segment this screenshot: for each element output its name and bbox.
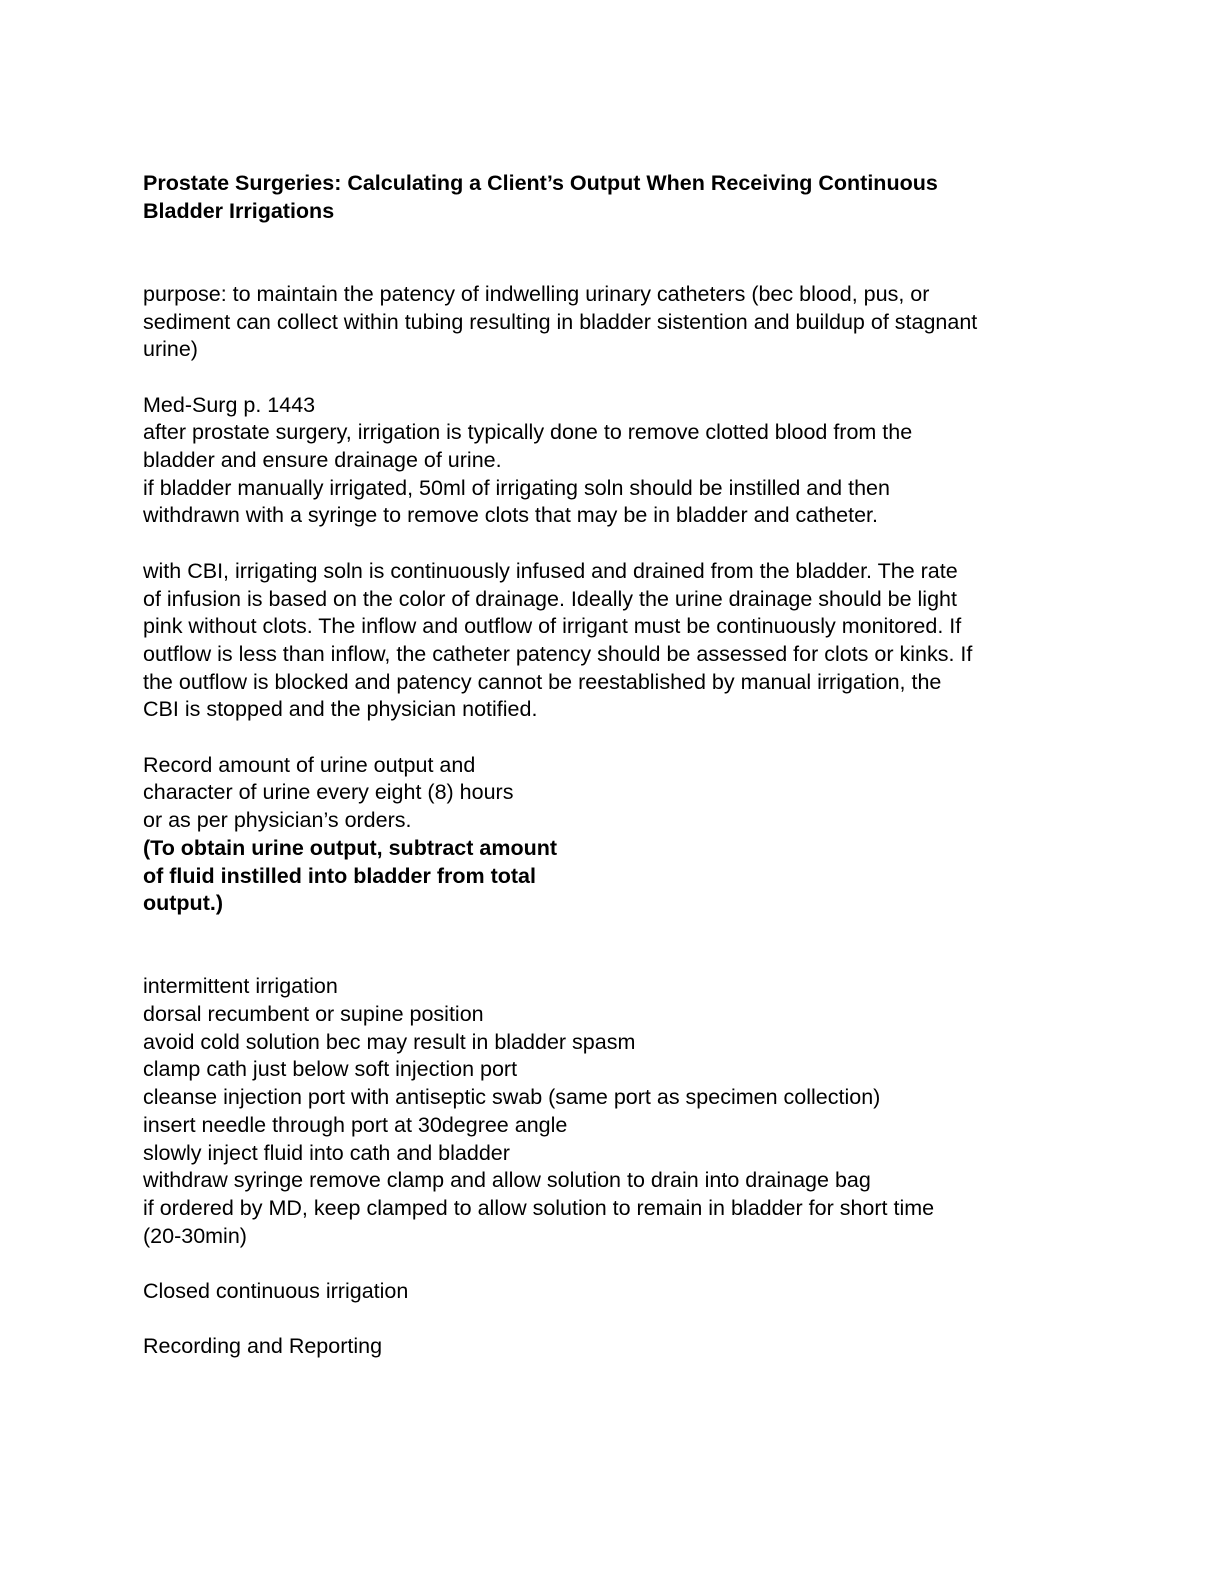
record-paragraph (143, 752, 1083, 918)
list-item: (20-30min) (143, 1223, 247, 1248)
text-line: if bladder manually irrigated, 50ml of irrigating soln should be instilled and then (143, 475, 890, 500)
list-item: intermittent irrigation (143, 974, 338, 999)
list-item: if ordered by MD, keep clamped to allow solution to remain in bladder for short time (143, 1195, 935, 1220)
text-line: Med-Surg p. 1443 (143, 392, 316, 417)
text-line: after prostate surgery, irrigation is typically done to remove clotted blood from the (143, 420, 913, 445)
text-line: of infusion is based on the color of drainage. Ideally the urine drainage should be light (143, 586, 957, 611)
bold-note-line: output.) (143, 891, 223, 916)
list-item: avoid cold solution bec may result in bladder spasm (143, 1029, 636, 1054)
closed-irrigation-heading: Closed continuous irrigation (143, 1279, 409, 1304)
document-page (143, 170, 1083, 1361)
text-line: outflow is less than inflow, the catheter patency should be assessed for clots or kinks. If (143, 641, 973, 666)
text-line: or as per physician’s orders. (143, 808, 412, 833)
text-line: purpose: to maintain the patency of indwelling urinary catheters (bec blood, pus, or (143, 281, 930, 306)
text-line: urine) (143, 337, 198, 362)
list-item: cleanse injection port with antiseptic swab (same port as specimen collection) (143, 1085, 881, 1110)
intermittent-list (143, 973, 1083, 1250)
list-item: dorsal recumbent or supine position (143, 1002, 484, 1027)
title-line: Prostate Surgeries: Calculating a Client’s Output When Receiving Continuous (143, 171, 938, 195)
recording-heading: Recording and Reporting (143, 1334, 383, 1359)
text-line: the outflow is blocked and patency cannot be reestablished by manual irrigation, the (143, 669, 942, 694)
text-line: withdrawn with a syringe to remove clots that may be in bladder and catheter. (143, 503, 878, 528)
medsurg-paragraph (143, 392, 1083, 531)
list-item: clamp cath just below soft injection port (143, 1057, 518, 1082)
document-title (143, 170, 1083, 225)
list-item: insert needle through port at 30degree angle (143, 1112, 568, 1137)
text-line: Record amount of urine output and (143, 752, 476, 777)
text-line: sediment can collect within tubing resulting in bladder sistention and buildup of stagnant (143, 309, 978, 334)
cbi-paragraph (143, 558, 1083, 724)
title-line: Bladder Irrigations (143, 198, 335, 223)
text-line: CBI is stopped and the physician notified. (143, 697, 538, 722)
purpose-paragraph (143, 281, 1083, 364)
text-line: bladder and ensure drainage of urine. (143, 448, 502, 472)
text-line: with CBI, irrigating soln is continuously infused and drained from the bladder. The rate (143, 558, 958, 583)
text-line: pink without clots. The inflow and outflow of irrigant must be continuously monitored. If (143, 614, 962, 639)
text-line: character of urine every eight (8) hours (143, 780, 514, 805)
bold-note-line: (To obtain urine output, subtract amount (143, 835, 558, 860)
list-item: slowly inject fluid into cath and bladder (143, 1140, 510, 1165)
list-item: withdraw syringe remove clamp and allow solution to drain into drainage bag (143, 1168, 871, 1193)
bold-note-line: of fluid instilled into bladder from total (143, 863, 536, 888)
